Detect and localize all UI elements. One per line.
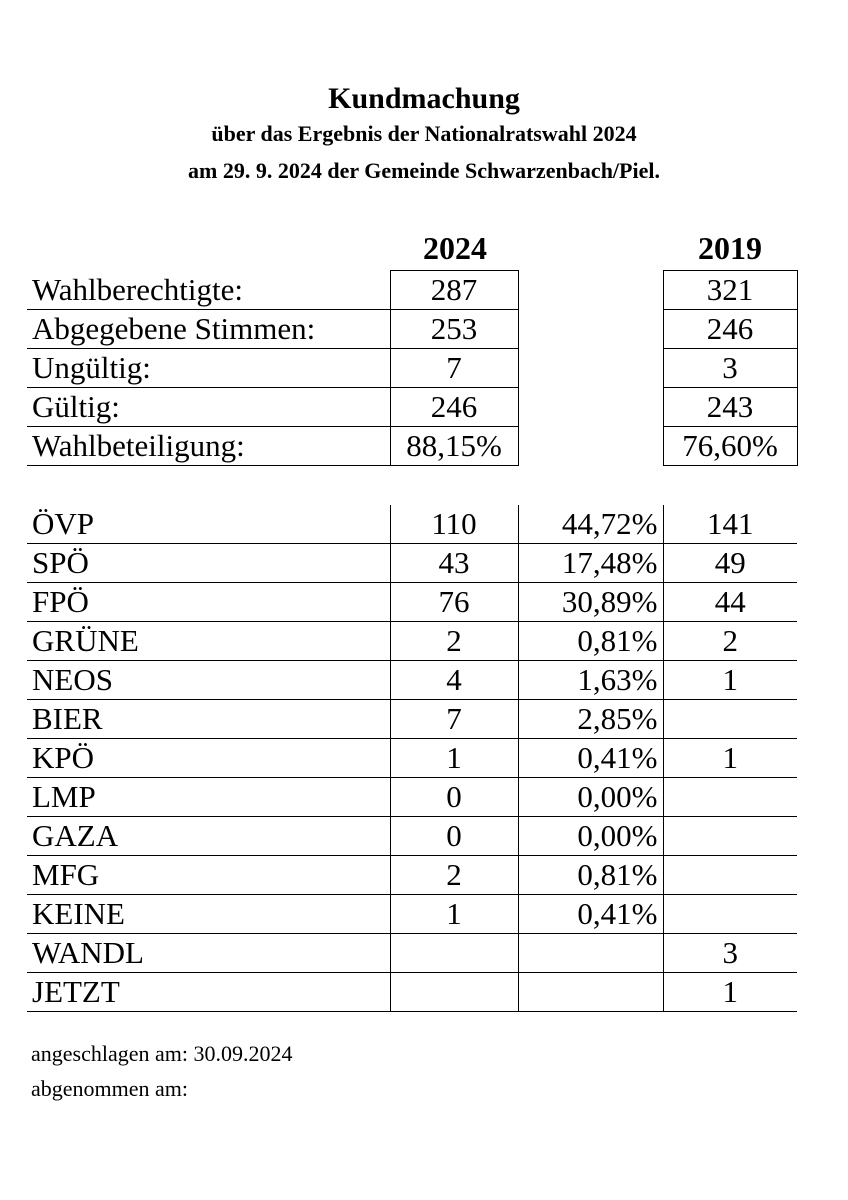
- party-votes-2019: 1: [663, 661, 797, 700]
- party-name: GAZA: [27, 817, 390, 856]
- party-percent-2024: 2,85%: [518, 700, 663, 739]
- summary-spacer: [518, 310, 663, 349]
- party-name: SPÖ: [27, 544, 390, 583]
- party-percent-2024: [518, 934, 663, 973]
- document-subtitle: über das Ergebnis der Nationalratswahl 2024: [211, 121, 637, 146]
- summary-value-2019: 246: [663, 310, 797, 349]
- party-name: MFG: [27, 856, 390, 895]
- party-percent-2024: 0,41%: [518, 739, 663, 778]
- summary-row: [27, 349, 797, 388]
- document-title: Kundmachung: [328, 82, 520, 115]
- party-votes-2024: 0: [390, 817, 518, 856]
- party-row: [27, 583, 797, 622]
- party-votes-2019: [663, 856, 797, 895]
- party-name: FPÖ: [27, 583, 390, 622]
- summary-spacer: [518, 427, 663, 466]
- summary-row: [27, 310, 797, 349]
- summary-label: Abgegebene Stimmen:: [27, 310, 390, 349]
- party-votes-2019: 49: [663, 544, 797, 583]
- summary-label: Wahlbeteiligung:: [27, 427, 390, 466]
- party-name: JETZT: [27, 973, 390, 1012]
- party-votes-2024: 76: [390, 583, 518, 622]
- party-name: KEINE: [27, 895, 390, 934]
- summary-value-2024: 7: [390, 349, 518, 388]
- party-votes-2019: 3: [663, 934, 797, 973]
- party-votes-2024: 1: [390, 739, 518, 778]
- party-votes-2024: 110: [390, 505, 518, 544]
- summary-value-2024: 287: [390, 271, 518, 310]
- party-votes-2019: [663, 700, 797, 739]
- party-votes-2024: 4: [390, 661, 518, 700]
- party-votes-2024: [390, 973, 518, 1012]
- party-name: ÖVP: [27, 505, 390, 544]
- summary-row: [27, 427, 797, 466]
- party-percent-2024: 0,81%: [518, 856, 663, 895]
- summary-row: [27, 271, 797, 310]
- party-percent-2024: 30,89%: [518, 583, 663, 622]
- party-votes-2019: 44: [663, 583, 797, 622]
- year-header-2019: 2019: [698, 230, 762, 266]
- summary-spacer: [518, 388, 663, 427]
- summary-value-2019: 76,60%: [663, 427, 797, 466]
- party-votes-2024: 2: [390, 856, 518, 895]
- party-name: NEOS: [27, 661, 390, 700]
- party-votes-2024: 0: [390, 778, 518, 817]
- party-votes-2019: [663, 817, 797, 856]
- party-votes-2024: [390, 934, 518, 973]
- summary-value-2019: 321: [663, 271, 797, 310]
- removed-date: abgenommen am:: [31, 1076, 189, 1101]
- party-row: [27, 817, 797, 856]
- party-votes-2024: 1: [390, 895, 518, 934]
- party-percent-2024: 0,81%: [518, 622, 663, 661]
- party-row: [27, 778, 797, 817]
- summary-label: Wahlberechtigte:: [27, 271, 390, 310]
- summary-spacer: [518, 349, 663, 388]
- party-percent-2024: 0,00%: [518, 778, 663, 817]
- summary-label: Ungültig:: [27, 349, 390, 388]
- party-row: [27, 934, 797, 973]
- party-name: LMP: [27, 778, 390, 817]
- party-votes-2024: 43: [390, 544, 518, 583]
- party-name: GRÜNE: [27, 622, 390, 661]
- year-header-2024: 2024: [423, 230, 487, 266]
- summary-spacer: [518, 271, 663, 310]
- party-row: [27, 544, 797, 583]
- document-subtitle-date: am 29. 9. 2024 der Gemeinde Schwarzenbach/Piel.: [188, 158, 660, 183]
- posted-date: angeschlagen am: 30.09.2024: [31, 1041, 293, 1066]
- party-row: [27, 505, 797, 544]
- party-votes-2024: 7: [390, 700, 518, 739]
- party-percent-2024: 0,00%: [518, 817, 663, 856]
- party-percent-2024: 44,72%: [518, 505, 663, 544]
- summary-value-2024: 253: [390, 310, 518, 349]
- summary-value-2024: 88,15%: [390, 427, 518, 466]
- party-percent-2024: [518, 973, 663, 1012]
- summary-table: [27, 270, 798, 466]
- party-row: [27, 622, 797, 661]
- party-percent-2024: 1,63%: [518, 661, 663, 700]
- summary-label: Gültig:: [27, 388, 390, 427]
- summary-value-2019: 3: [663, 349, 797, 388]
- party-row: [27, 661, 797, 700]
- party-row: [27, 895, 797, 934]
- party-votes-2019: [663, 778, 797, 817]
- party-name: WANDL: [27, 934, 390, 973]
- party-row: [27, 739, 797, 778]
- party-percent-2024: 17,48%: [518, 544, 663, 583]
- party-votes-2019: [663, 895, 797, 934]
- party-votes-2024: 2: [390, 622, 518, 661]
- party-votes-2019: 141: [663, 505, 797, 544]
- party-row: [27, 973, 797, 1012]
- summary-value-2024: 246: [390, 388, 518, 427]
- summary-row: [27, 388, 797, 427]
- party-results-table: [27, 505, 797, 1012]
- party-name: KPÖ: [27, 739, 390, 778]
- party-votes-2019: 2: [663, 622, 797, 661]
- party-percent-2024: 0,41%: [518, 895, 663, 934]
- party-votes-2019: 1: [663, 973, 797, 1012]
- party-row: [27, 856, 797, 895]
- party-row: [27, 700, 797, 739]
- party-name: BIER: [27, 700, 390, 739]
- party-votes-2019: 1: [663, 739, 797, 778]
- summary-value-2019: 243: [663, 388, 797, 427]
